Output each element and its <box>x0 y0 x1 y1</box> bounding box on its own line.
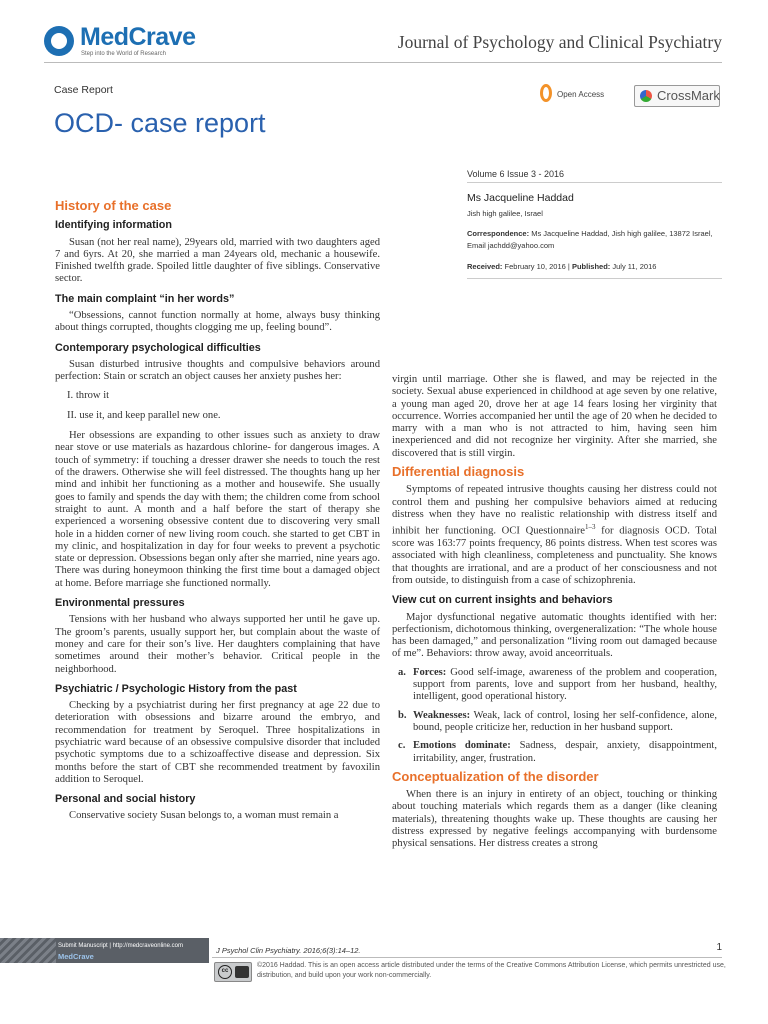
paragraph-differential <box>392 484 717 587</box>
section-heading-conceptualization: Conceptualization of the disorder <box>392 768 599 784</box>
paragraph-identifying: Susan (not her real name), 29years old, married with two daughters aged 7 and 6yrs. At 20, she married a man 24years old, mechanic a housewife. Finished twelfth grade. Spoiled little daughter of five siblings. Conservative sector. <box>55 236 380 285</box>
subheading-contemporary: Contemporary psychological difficulties <box>55 341 261 354</box>
list-item-emotions: c. Emotions dominate: Sadness, despair, anxiety, disappointment, irritability, anger, frustration. <box>398 740 717 764</box>
article-title: OCD- case report <box>54 108 266 138</box>
correspondence-text: Ms Jacqueline Haddad, Jish high galilee, 13872 Israel, Email jachdd@yahoo.com <box>467 229 713 250</box>
dates: Received: February 10, 2016 | Published: July 11, 2016 <box>467 262 657 271</box>
article-type: Case Report <box>54 84 113 96</box>
journal-name: Journal of Psychology and Clinical Psychiatry <box>397 32 722 52</box>
paragraph-contemporary: Susan disturbed intrusive thoughts and compulsive behaviors around perfection: Stain or scratch an object causes her anxiety pushes her: <box>55 358 380 383</box>
differential-text-a: Symptoms of repeated intrusive thoughts causing her distress could not control them and pushing her compulsive behaviors aimed at reducing distress when they have no realistic relationship with distress itself and inhibit her functioning. OCI Questionnaire <box>392 484 717 537</box>
citation-superscript[interactable]: 1–3 <box>585 523 596 532</box>
medcrave-globe-icon <box>44 26 74 56</box>
alpha-list <box>392 667 717 765</box>
list-item-weaknesses: b. Weaknesses: Weak, lack of control, losing her self-confidence, alone, bound, people criticize her, reduction in her husband support. <box>398 709 717 733</box>
volume-issue: Volume 6 Issue 3 - 2016 <box>467 169 565 179</box>
paragraph-virginity: virgin until marriage. Other she is flawed, and may be rejected in the society. Sexual abuse experienced in childhood at age seven by one relative, a young man aged 20, drove her at age 14 fears losing her virginity that occurrence. Worries accompanied her until the age of 20 when he decided to marry with a man who is not attracted to him, having seen him inexperienced and did not recognize her virginity. After she married, she discovered that is still virgin. <box>392 374 717 459</box>
author-name: Ms Jacqueline Haddad <box>467 192 574 204</box>
header-divider <box>44 62 722 63</box>
license-text: ©2016 Haddad. This is an open access article distributed under the terms of the Creative Commons Attribution License, which permits unrestricted use, distribution, and build upon your work non-commercially. <box>257 962 726 979</box>
paragraph-personal: Conservative society Susan belongs to, a woman must remain a <box>69 810 339 822</box>
footer-citation: J Psychol Clin Psychiatry. 2016;6(3):14‒12. <box>216 946 361 955</box>
list-item: I. throw it <box>67 389 110 401</box>
info-divider-bottom <box>467 278 722 279</box>
banner-stripes-decoration <box>0 938 56 963</box>
list-item: II. use it, and keep parallel new one. <box>67 409 221 421</box>
received-date: February 10, 2016 <box>504 262 566 271</box>
correspondence <box>467 228 722 252</box>
subheading-psychiatric: Psychiatric / Psychologic History from the past <box>55 682 297 695</box>
cc-icon: cc <box>218 965 232 979</box>
subheading-complaint: The main complaint “in her words” <box>55 292 235 305</box>
published-label: Published: <box>571 262 611 271</box>
paragraph-psychiatric: Checking by a psychiatrist during her first pregnancy at age 22 due to deterioration with obsessions and bizarre around the embryo, and recommendation for treatment by Seroquel. Three hospitalizations in psychiatric ward because of an obsessive compulsive disorder that included psychotic symptoms due to a schizoaffective disease and depression. Six months before the start of CBT she recommended treatment by favoxilin addition to Seroquel. <box>55 700 380 785</box>
footer-divider <box>212 957 722 958</box>
crossmark-label: CrossMark <box>657 88 720 103</box>
section-heading-history: History of the case <box>55 198 172 213</box>
info-divider <box>467 182 722 183</box>
subheading-view-cut: View cut on current insights and behaviors <box>392 594 613 607</box>
paragraph-conceptualization: When there is an injury in entirety of an object, touching or thinking about touching materials which regards them as a danger (like cleaning materials), threatening thoughts wake up. These thoughts are causing her distress expressed by negative feelings accompanying with burdensome physical sensations. Her distress creates a strong <box>392 789 717 850</box>
right-column <box>392 374 717 857</box>
author-affiliation: Jish high galilee, Israel <box>467 209 543 218</box>
open-access-icon <box>540 84 552 102</box>
brand-tagline: Step into the World of Research <box>81 51 166 57</box>
crossmark-button[interactable] <box>634 85 720 107</box>
published-date: July 11, 2016 <box>612 262 657 271</box>
section-heading-differential: Differential diagnosis <box>392 464 525 480</box>
paragraph-complaint: “Obsessions, cannot function normally at home, always busy thinking about things corrupted, thoughts clogging me up, feeling bound”. <box>55 310 380 334</box>
medcrave-logo[interactable] <box>44 22 204 64</box>
correspondence-label: Correspondence: <box>467 229 530 238</box>
left-column <box>55 200 380 829</box>
subheading-environmental: Environmental pressures <box>55 597 185 610</box>
by-nc-icon <box>235 966 249 978</box>
crossmark-icon <box>640 90 652 102</box>
subheading-identifying: Identifying information <box>55 219 172 232</box>
paragraph-environmental: Tensions with her husband who always supported her until he gave up. The groom’s parents, usually support her, but complain about the waste of money and care for their son’s live. Her daughters complaining that have sometimes around their mother’s behavior. Critical people in the neighborhood. <box>55 614 380 675</box>
creative-commons-badge[interactable] <box>214 962 252 982</box>
differential-text-b: for diagnosis OCD. Total score was 163:77 points frequency, 86 points distress. When test scores was associated with high cleanliness, completeness and punctuality. She knows that thoughts are irrational, and are a product of her consciousness and not from outside, to distinguish from a case of schizophrenia. <box>392 525 717 586</box>
received-label: Received: <box>467 262 503 271</box>
page-number: 1 <box>716 942 722 953</box>
paragraph-obsessions: Her obsessions are expanding to other issues such as anxiety to draw near stove or use materials as hazardous chlorine- for dangerous images. A touch of symmetry: if touching a dresser drawer she needs to touch the rest of the drawers. Otherwise she will feel distressed. The thoughts hang up her mind and inhibit her functioning as a mother and housewife. She usually goes to family and spends the day with them; the children come from school straight to aunt. A month and a half before the start of therapy she experienced a worsening obsessive content due to discovering very small hole in a hidden corner of new living room couch. she started to get CBT in my clinic, and hospitalization in day for four weeks to prevent a psychotic state or depression. Obsessions began only after she married, nine years ago. There was during honeymoon thinking the first time bout a damaged object at home. Before marriage she functioned normally. <box>55 430 380 589</box>
paragraph-view-cut: Major dysfunctional negative automatic thoughts identified with her: perfectionism, dichotomous thinking, overgeneralization: “The whole house has been damaged,” and personalization “living room out damaged because of me”. Behaviors: throw away, avoid anceorrituals. <box>392 611 717 660</box>
open-access-label: Open Access <box>557 90 605 99</box>
subheading-personal: Personal and social history <box>55 793 196 806</box>
brand-name: MedCrave <box>80 23 196 51</box>
list-item-forces: a. Forces: Good self-image, awareness of the problem and cooperation, support from parents, love and support from her husband, healthy, intelligent, good operational history. <box>398 666 717 703</box>
footer-brand: MedCrave <box>58 952 94 961</box>
submit-manuscript-link[interactable]: Submit Manuscript | http://medcraveonline.com <box>58 943 183 949</box>
roman-list <box>55 390 380 423</box>
